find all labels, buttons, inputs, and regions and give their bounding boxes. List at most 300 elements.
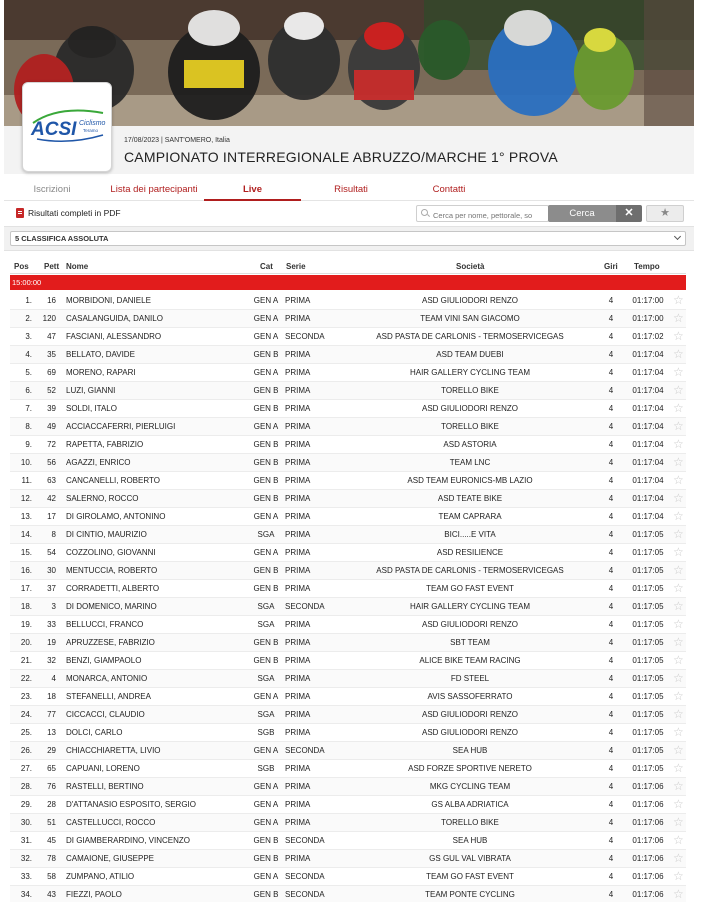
row-serie: PRIMA xyxy=(285,314,311,323)
star-icon[interactable]: ☆ xyxy=(673,473,684,487)
row-tempo: 01:17:02 xyxy=(632,332,664,341)
row-tempo: 01:17:06 xyxy=(632,854,664,863)
row-societa: ASD FORZE SPORTIVE NERETO xyxy=(408,764,532,773)
row-cat: GEN B xyxy=(253,350,279,359)
col-pos[interactable]: Pos xyxy=(14,262,29,271)
pdf-download-link[interactable] xyxy=(16,208,121,218)
table-row[interactable] xyxy=(10,562,686,580)
row-pos: 29. xyxy=(20,800,32,809)
row-societa: ALICE BIKE TEAM RACING xyxy=(419,656,521,665)
star-icon[interactable]: ☆ xyxy=(673,887,684,901)
row-societa: TORELLO BIKE xyxy=(441,818,499,827)
row-pett: 120 xyxy=(42,314,56,323)
star-icon[interactable]: ☆ xyxy=(673,797,684,811)
row-tempo: 01:17:05 xyxy=(632,530,664,539)
row-pos: 5. xyxy=(25,368,32,377)
row-name: DI GIAMBERARDINO, VINCENZO xyxy=(66,836,191,845)
star-icon[interactable]: ☆ xyxy=(673,851,684,865)
row-serie: PRIMA xyxy=(285,728,311,737)
row-pos: 3. xyxy=(25,332,32,341)
row-pos: 22. xyxy=(20,674,32,683)
row-pett: 3 xyxy=(51,602,56,611)
row-pos: 26. xyxy=(20,746,32,755)
table-row[interactable] xyxy=(10,526,686,544)
row-pett: 72 xyxy=(47,440,56,449)
clear-search-button[interactable]: ✕ xyxy=(616,205,642,222)
row-giri: 4 xyxy=(608,602,614,611)
row-giri: 4 xyxy=(608,638,614,647)
table-row[interactable] xyxy=(10,310,686,328)
row-cat: GEN A xyxy=(253,314,279,323)
row-pett: 32 xyxy=(47,656,56,665)
row-name: SOLDI, ITALO xyxy=(66,404,117,413)
row-societa: MKG CYCLING TEAM xyxy=(429,782,511,791)
row-serie: PRIMA xyxy=(285,512,311,521)
row-giri: 4 xyxy=(608,782,614,791)
row-cat: SGA xyxy=(257,674,275,683)
star-icon[interactable]: ☆ xyxy=(673,527,684,541)
row-giri: 4 xyxy=(608,494,614,503)
row-name: DI DOMENICO, MARINO xyxy=(66,602,157,611)
table-row[interactable] xyxy=(10,472,686,490)
star-icon[interactable]: ☆ xyxy=(673,707,684,721)
row-name: FIEZZI, PAOLO xyxy=(66,890,122,899)
table-row[interactable] xyxy=(10,796,686,814)
row-pos: 24. xyxy=(20,710,32,719)
row-pos: 32. xyxy=(20,854,32,863)
row-pett: 78 xyxy=(47,854,56,863)
table-row[interactable] xyxy=(10,670,686,688)
row-societa: ASD PASTA DE CARLONIS - TERMOSERVICEGAS xyxy=(376,332,564,341)
row-serie: PRIMA xyxy=(285,818,311,827)
row-pett: 35 xyxy=(47,350,56,359)
star-icon[interactable]: ☆ xyxy=(673,491,684,505)
row-tempo: 01:17:05 xyxy=(632,764,664,773)
row-serie: PRIMA xyxy=(285,800,311,809)
star-icon[interactable]: ☆ xyxy=(673,689,684,703)
row-name: ACCIACCAFERRI, PIERLUIGI xyxy=(66,422,176,431)
row-pos: 2. xyxy=(25,314,32,323)
table-row[interactable] xyxy=(10,742,686,760)
star-icon[interactable]: ☆ xyxy=(673,509,684,523)
star-icon[interactable]: ☆ xyxy=(673,617,684,631)
row-cat: GEN A xyxy=(253,512,279,521)
row-societa: TEAM VINI SAN GIACOMO xyxy=(420,314,520,323)
row-giri: 4 xyxy=(608,314,614,323)
row-tempo: 01:17:05 xyxy=(632,620,664,629)
row-pos: 18. xyxy=(20,602,32,611)
table-row[interactable] xyxy=(10,886,686,902)
pdf-icon xyxy=(16,208,24,218)
tab-risultati[interactable]: Risultati xyxy=(334,184,368,195)
row-giri: 4 xyxy=(608,530,614,539)
row-tempo: 01:17:05 xyxy=(632,656,664,665)
row-giri: 4 xyxy=(608,548,614,557)
row-giri: 4 xyxy=(608,710,614,719)
table-row[interactable] xyxy=(10,724,686,742)
row-pett: 8 xyxy=(51,530,56,539)
row-societa: ASD RESILIENCE xyxy=(436,548,504,557)
col-giri[interactable]: Giri xyxy=(604,262,618,271)
row-pos: 14. xyxy=(20,530,32,539)
tab-live[interactable]: Live xyxy=(242,184,262,195)
row-cat: SGB xyxy=(257,728,275,737)
row-pos: 31. xyxy=(20,836,32,845)
page-title: CAMPIONATO INTERREGIONALE ABRUZZO/MARCHE 1° PROVA xyxy=(124,149,558,165)
row-societa: ASD GIULIODORI RENZO xyxy=(421,404,518,413)
star-icon[interactable]: ☆ xyxy=(673,383,684,397)
row-cat: GEN A xyxy=(253,782,279,791)
search-input[interactable] xyxy=(416,205,549,222)
row-societa: TEAM LNC xyxy=(449,458,491,467)
row-giri: 4 xyxy=(608,512,614,521)
row-tempo: 01:17:06 xyxy=(632,872,664,881)
search-button[interactable]: Cerca xyxy=(548,205,616,222)
row-giri: 4 xyxy=(608,440,614,449)
row-cat: GEN B xyxy=(253,386,279,395)
row-cat: SGA xyxy=(257,602,275,611)
row-name: SALERNO, ROCCO xyxy=(66,494,139,503)
row-serie: PRIMA xyxy=(285,692,311,701)
row-pos: 1. xyxy=(25,296,32,305)
tab-contatti[interactable]: Contatti xyxy=(432,184,466,195)
row-serie: PRIMA xyxy=(285,350,311,359)
row-tempo: 01:17:05 xyxy=(632,728,664,737)
row-tempo: 01:17:06 xyxy=(632,800,664,809)
table-row[interactable] xyxy=(10,346,686,364)
tab-lista-partecipanti[interactable]: Lista dei partecipanti xyxy=(110,184,198,195)
col-tempo[interactable]: Tempo xyxy=(634,262,660,271)
row-cat: GEN A xyxy=(253,818,279,827)
row-pett: 77 xyxy=(47,710,56,719)
row-societa: HAIR GALLERY CYCLING TEAM xyxy=(409,368,531,377)
row-serie: PRIMA xyxy=(285,476,311,485)
table-row[interactable] xyxy=(10,652,686,670)
row-societa: ASD GIULIODORI RENZO xyxy=(421,296,518,305)
star-icon[interactable]: ☆ xyxy=(673,581,684,595)
row-societa: GS GUL VAL VIBRATA xyxy=(429,854,511,863)
row-tempo: 01:17:04 xyxy=(632,368,664,377)
row-giri: 4 xyxy=(608,422,614,431)
table-row[interactable] xyxy=(10,400,686,418)
star-icon[interactable]: ☆ xyxy=(673,761,684,775)
row-societa: ASD ASTORIA xyxy=(443,440,497,449)
row-cat: GEN A xyxy=(253,872,279,881)
row-serie: PRIMA xyxy=(285,440,311,449)
row-serie: SECONDA xyxy=(285,890,325,899)
row-tempo: 01:17:04 xyxy=(632,458,664,467)
col-nome[interactable]: Nome xyxy=(66,262,89,271)
row-societa: TEAM GO FAST EVENT xyxy=(426,872,514,881)
col-societa[interactable]: Società xyxy=(456,262,485,271)
row-serie: PRIMA xyxy=(285,530,311,539)
row-cat: GEN A xyxy=(253,296,279,305)
row-name: BELLUCCI, FRANCO xyxy=(66,620,144,629)
star-icon[interactable]: ☆ xyxy=(673,869,684,883)
row-serie: PRIMA xyxy=(285,458,311,467)
table-row[interactable] xyxy=(10,580,686,598)
row-giri: 4 xyxy=(608,368,614,377)
row-pos: 8. xyxy=(25,422,32,431)
star-icon[interactable]: ☆ xyxy=(673,653,684,667)
row-serie: PRIMA xyxy=(285,638,311,647)
table-row[interactable] xyxy=(10,814,686,832)
row-cat: GEN A xyxy=(253,332,279,341)
row-societa: TORELLO BIKE xyxy=(441,386,499,395)
table-row[interactable] xyxy=(10,778,686,796)
row-cat: GEN B xyxy=(253,494,279,503)
row-pett: 45 xyxy=(47,836,56,845)
row-serie: PRIMA xyxy=(285,422,311,431)
row-cat: SGA xyxy=(257,710,275,719)
row-tempo: 01:17:05 xyxy=(632,746,664,755)
row-tempo: 01:17:04 xyxy=(632,404,664,413)
row-serie: PRIMA xyxy=(285,674,311,683)
row-cat: GEN B xyxy=(253,584,279,593)
row-serie: PRIMA xyxy=(285,386,311,395)
row-cat: GEN A xyxy=(253,548,279,557)
row-name: RAPETTA, FABRIZIO xyxy=(66,440,144,449)
row-pos: 34. xyxy=(20,890,32,899)
table-row[interactable] xyxy=(10,598,686,616)
star-icon[interactable]: ☆ xyxy=(673,779,684,793)
row-name: CANCANELLI, ROBERTO xyxy=(66,476,160,485)
row-tempo: 01:17:05 xyxy=(632,674,664,683)
row-cat: SGA xyxy=(257,620,275,629)
star-icon[interactable]: ☆ xyxy=(673,311,684,325)
row-pett: 19 xyxy=(47,638,56,647)
row-tempo: 01:17:04 xyxy=(632,422,664,431)
row-tempo: 01:17:04 xyxy=(632,512,664,521)
row-name: BENZI, GIAMPAOLO xyxy=(66,656,142,665)
row-pos: 6. xyxy=(25,386,32,395)
row-societa: BICI.....E VITA xyxy=(444,530,496,539)
table-row[interactable] xyxy=(10,616,686,634)
row-serie: PRIMA xyxy=(285,656,311,665)
star-icon[interactable]: ☆ xyxy=(673,293,684,307)
star-icon[interactable]: ☆ xyxy=(673,599,684,613)
favorites-button[interactable]: ★ xyxy=(646,205,684,222)
row-tempo: 01:17:04 xyxy=(632,350,664,359)
star-icon[interactable]: ☆ xyxy=(673,833,684,847)
row-tempo: 01:17:05 xyxy=(632,566,664,575)
row-cat: GEN B xyxy=(253,440,279,449)
row-societa: ASD TEAM EURONICS-MB LAZIO xyxy=(407,476,533,485)
row-cat: GEN B xyxy=(253,656,279,665)
row-serie: SECONDA xyxy=(285,836,325,845)
logo-text: ACSI xyxy=(31,119,77,140)
row-tempo: 01:17:05 xyxy=(632,710,664,719)
row-societa: GS ALBA ADRIATICA xyxy=(431,800,509,809)
col-serie[interactable]: Serie xyxy=(286,262,306,271)
row-giri: 4 xyxy=(608,458,614,467)
row-societa: ASD TEAM DUEBI xyxy=(436,350,504,359)
star-icon[interactable]: ☆ xyxy=(673,329,684,343)
star-icon[interactable]: ☆ xyxy=(673,563,684,577)
row-pett: 43 xyxy=(47,890,56,899)
row-tempo: 01:17:05 xyxy=(632,638,664,647)
table-row[interactable] xyxy=(10,454,686,472)
col-cat[interactable]: Cat xyxy=(260,262,273,271)
row-tempo: 01:17:04 xyxy=(632,476,664,485)
row-pos: 28. xyxy=(20,782,32,791)
row-name: CORRADETTI, ALBERTO xyxy=(66,584,160,593)
row-giri: 4 xyxy=(608,296,614,305)
row-pett: 51 xyxy=(47,818,56,827)
row-cat: GEN A xyxy=(253,692,279,701)
row-cat: GEN B xyxy=(253,854,279,863)
row-societa: ASD GIULIODORI RENZO xyxy=(421,728,518,737)
row-societa: FD STEEL xyxy=(450,674,490,683)
table-row[interactable] xyxy=(10,418,686,436)
row-giri: 4 xyxy=(608,818,614,827)
row-name: AGAZZI, ENRICO xyxy=(66,458,131,467)
row-societa: TORELLO BIKE xyxy=(441,422,499,431)
star-icon[interactable]: ☆ xyxy=(673,419,684,433)
acsi-logo xyxy=(29,101,107,145)
table-row[interactable] xyxy=(10,706,686,724)
row-name: MORENO, RAPARI xyxy=(66,368,136,377)
row-giri: 4 xyxy=(608,476,614,485)
star-icon[interactable]: ☆ xyxy=(673,437,684,451)
row-pett: 63 xyxy=(47,476,56,485)
row-pett: 58 xyxy=(47,872,56,881)
results-table-body xyxy=(10,292,686,902)
row-tempo: 01:17:06 xyxy=(632,782,664,791)
row-societa: SEA HUB xyxy=(452,836,488,845)
row-giri: 4 xyxy=(608,746,614,755)
table-row[interactable] xyxy=(10,364,686,382)
row-pett: 13 xyxy=(47,728,56,737)
classification-select[interactable]: 5 CLASSIFICA ASSOLUTA xyxy=(10,231,686,246)
row-cat: GEN A xyxy=(253,746,279,755)
row-tempo: 01:17:05 xyxy=(632,584,664,593)
star-icon[interactable]: ☆ xyxy=(673,725,684,739)
row-pett: 28 xyxy=(47,800,56,809)
table-row[interactable] xyxy=(10,490,686,508)
row-pos: 4. xyxy=(25,350,32,359)
row-societa: ASD GIULIODORI RENZO xyxy=(421,620,518,629)
row-cat: GEN B xyxy=(253,836,279,845)
row-tempo: 01:17:04 xyxy=(632,386,664,395)
row-name: CASALANGUIDA, DANILO xyxy=(66,314,163,323)
star-icon[interactable]: ☆ xyxy=(673,671,684,685)
row-name: ZUMPANO, ATILIO xyxy=(66,872,135,881)
row-serie: PRIMA xyxy=(285,854,311,863)
logo-sub1: Ciclismo xyxy=(79,120,106,127)
table-row[interactable] xyxy=(10,436,686,454)
row-name: CICCACCI, CLAUDIO xyxy=(66,710,145,719)
row-giri: 4 xyxy=(608,728,614,737)
row-serie: PRIMA xyxy=(285,404,311,413)
star-icon[interactable]: ☆ xyxy=(673,743,684,757)
star-icon[interactable]: ☆ xyxy=(673,365,684,379)
row-pos: 25. xyxy=(20,728,32,737)
row-cat: GEN B xyxy=(253,458,279,467)
row-tempo: 01:17:05 xyxy=(632,692,664,701)
row-cat: GEN B xyxy=(253,638,279,647)
table-row[interactable] xyxy=(10,832,686,850)
row-serie: PRIMA xyxy=(285,548,311,557)
star-icon[interactable]: ☆ xyxy=(673,455,684,469)
start-time-band: 15:00:00 xyxy=(10,275,686,290)
table-row[interactable] xyxy=(10,292,686,310)
star-icon[interactable]: ☆ xyxy=(673,635,684,649)
row-name: FASCIANI, ALESSANDRO xyxy=(66,332,162,341)
row-pos: 11. xyxy=(21,476,32,485)
table-row[interactable] xyxy=(10,850,686,868)
row-tempo: 01:17:05 xyxy=(632,548,664,557)
row-name: RASTELLI, BERTINO xyxy=(66,782,144,791)
row-pos: 16. xyxy=(20,566,32,575)
row-societa: AVIS SASSOFERRATO xyxy=(427,692,513,701)
table-row[interactable] xyxy=(10,868,686,886)
row-tempo: 01:17:00 xyxy=(632,296,664,305)
row-pos: 12. xyxy=(20,494,32,503)
row-serie: PRIMA xyxy=(285,782,311,791)
tab-iscrizioni[interactable]: Iscrizioni xyxy=(33,184,71,195)
row-cat: SGA xyxy=(257,530,275,539)
row-pett: 42 xyxy=(47,494,56,503)
tab-bar xyxy=(4,180,694,201)
row-pett: 30 xyxy=(47,566,56,575)
row-pos: 30. xyxy=(20,818,32,827)
col-pett[interactable]: Pett xyxy=(44,262,60,271)
row-name: DI GIROLAMO, ANTONINO xyxy=(66,512,166,521)
row-giri: 4 xyxy=(608,854,614,863)
row-societa: TEAM PONTE CYCLING xyxy=(425,890,515,899)
row-name: COZZOLINO, GIOVANNI xyxy=(66,548,156,557)
row-cat: SGB xyxy=(257,764,275,773)
row-societa: ASD PASTA DE CARLONIS - TERMOSERVICEGAS xyxy=(376,566,564,575)
table-row[interactable] xyxy=(10,544,686,562)
table-row[interactable] xyxy=(10,382,686,400)
row-cat: GEN A xyxy=(253,368,279,377)
table-row[interactable] xyxy=(10,760,686,778)
row-cat: GEN B xyxy=(253,566,279,575)
row-giri: 4 xyxy=(608,566,614,575)
row-serie: PRIMA xyxy=(285,368,311,377)
table-row[interactable] xyxy=(10,328,686,346)
row-pett: 18 xyxy=(47,692,56,701)
star-icon[interactable]: ☆ xyxy=(673,545,684,559)
row-pett: 56 xyxy=(47,458,56,467)
row-pos: 23. xyxy=(20,692,32,701)
row-societa: HAIR GALLERY CYCLING TEAM xyxy=(409,602,531,611)
row-pett: 33 xyxy=(47,620,56,629)
row-giri: 4 xyxy=(608,620,614,629)
row-pett: 17 xyxy=(47,512,56,521)
row-pos: 17. xyxy=(20,584,32,593)
row-giri: 4 xyxy=(608,584,614,593)
row-pos: 33. xyxy=(20,872,32,881)
row-giri: 4 xyxy=(608,350,614,359)
table-row[interactable] xyxy=(10,634,686,652)
row-pett: 4 xyxy=(51,674,56,683)
row-name: MORBIDONI, DANIELE xyxy=(66,296,151,305)
row-tempo: 01:17:06 xyxy=(632,818,664,827)
table-row[interactable] xyxy=(10,508,686,526)
star-icon[interactable]: ☆ xyxy=(673,815,684,829)
row-pett: 52 xyxy=(47,386,56,395)
row-societa: ASD GIULIODORI RENZO xyxy=(421,710,518,719)
star-icon[interactable]: ☆ xyxy=(673,347,684,361)
table-row[interactable] xyxy=(10,688,686,706)
row-pett: 29 xyxy=(47,746,56,755)
star-icon[interactable]: ☆ xyxy=(673,401,684,415)
row-tempo: 01:17:04 xyxy=(632,440,664,449)
row-giri: 4 xyxy=(608,404,614,413)
